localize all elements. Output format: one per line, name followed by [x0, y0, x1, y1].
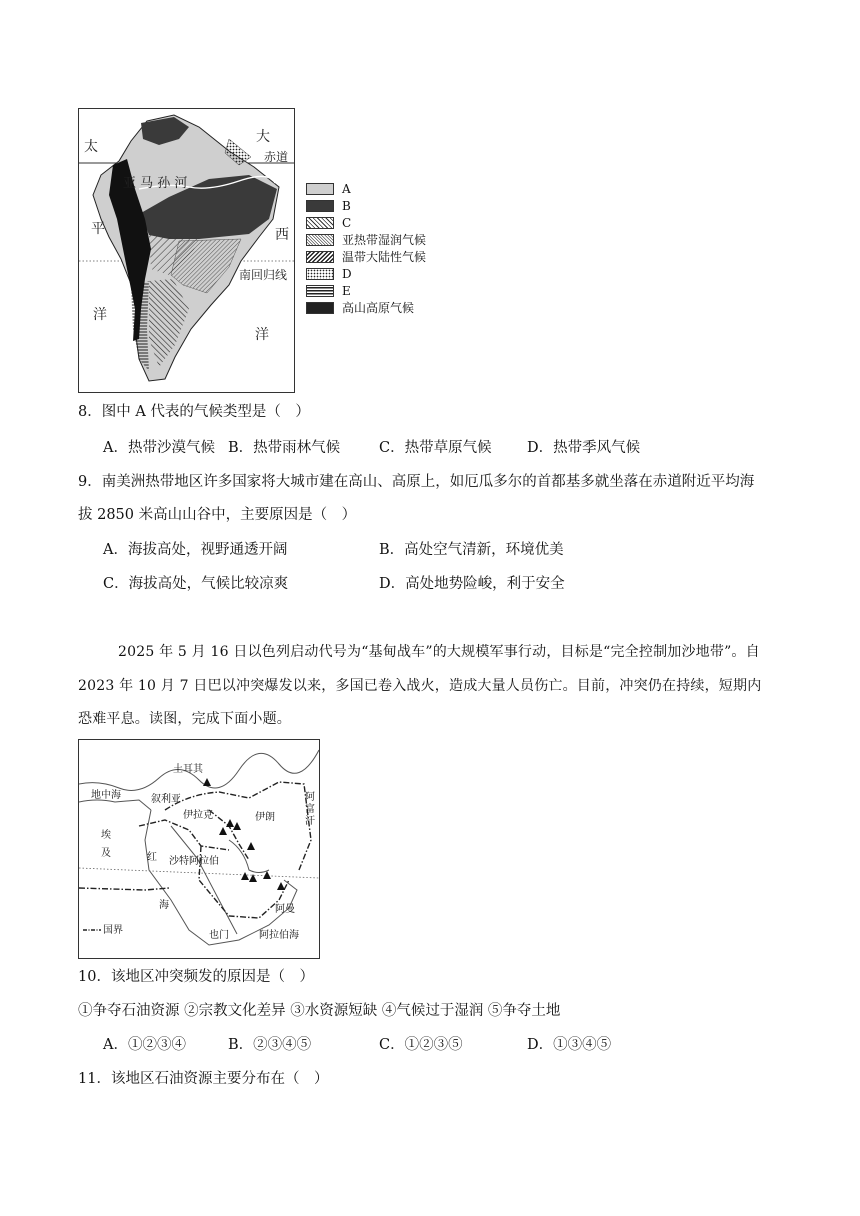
legend-row-highland [306, 299, 446, 316]
map2-label-afghan-3: 汗 [305, 816, 315, 827]
q10-option-a[interactable]: A．①②③④ [103, 1037, 186, 1053]
oil-field-markers [203, 778, 285, 890]
map2-label-egypt-2: 及 [101, 848, 111, 859]
legend-row-e [306, 282, 446, 299]
q9-option-d[interactable]: D．高处地势险峻，利于安全 [379, 576, 565, 592]
legend-swatch [306, 217, 334, 229]
map2-label-oman: 阿曼 [275, 904, 295, 915]
q10-option-d[interactable]: D．①③④⑤ [527, 1037, 612, 1053]
legend-swatch [306, 285, 334, 297]
q10-stem: 10．该地区冲突频发的原因是（ ） [78, 969, 314, 985]
legend-row-b [306, 197, 446, 214]
q11-stem: 11．该地区石油资源主要分布在（ ） [78, 1071, 329, 1087]
oil-icon [226, 819, 234, 827]
map2-label-arabian-sea: 阿拉伯海 [259, 930, 299, 941]
legend-swatch [306, 268, 334, 280]
q8-option-a[interactable]: A．热带沙漠气候 [103, 440, 215, 456]
middle-east-map [78, 739, 320, 959]
oil-icon [241, 872, 249, 880]
map1-label-yang-west: 洋 [93, 307, 107, 323]
passage-line2: 2023 年 10 月 7 日巴以冲突爆发以来，多国已卷入战火，造成大量人员伤亡。目前，冲突仍在持续，短期内 [78, 678, 762, 694]
map2-label-afghan-1: 阿 [305, 792, 315, 803]
map2-label-egypt-1: 埃 [101, 830, 111, 841]
legend-label: C [342, 215, 352, 230]
q9-stem-line2: 拔 2850 米高山山谷中，主要原因是（ ） [78, 507, 357, 523]
q8-option-c[interactable]: C．热带草原气候 [379, 440, 492, 456]
legend-label: 温带大陆性气候 [342, 250, 427, 264]
q8-stem: 8．图中 A 代表的气候类型是（ ） [78, 404, 310, 420]
map1-label-yang-east: 洋 [255, 327, 269, 343]
map2-label-syria: 叙利亚 [151, 794, 181, 805]
passage-line3: 恐难平息。读图，完成下面小题。 [78, 711, 291, 727]
map2-label-yemen: 也门 [209, 930, 229, 941]
oil-icon [249, 874, 257, 882]
map2-label-border: 国界 [103, 925, 123, 936]
south-america-climate-map [78, 108, 295, 393]
q8-option-d[interactable]: D．热带季风气候 [527, 440, 641, 456]
legend-row-c [306, 214, 446, 231]
legend-label: A [342, 181, 351, 196]
oil-icon [219, 827, 227, 835]
middle-east-map-svg [79, 740, 319, 958]
legend-row-d [306, 265, 446, 282]
legend-swatch [306, 183, 334, 195]
map1-label-da: 大 [256, 129, 270, 145]
map2-label-red-1: 红 [147, 852, 157, 863]
q9-option-b[interactable]: B．高处空气清新，环境优美 [379, 542, 564, 558]
legend-label: E [342, 283, 351, 298]
oil-icon [203, 778, 211, 786]
legend-label: 亚热带湿润气候 [342, 233, 427, 247]
q10-option-c[interactable]: C．①②③⑤ [379, 1037, 463, 1053]
map1-label-tropic: 南回归线 [239, 268, 288, 282]
south-america-map-svg [79, 109, 294, 392]
map1-label-amazon: 亚 马 孙 河 [123, 176, 188, 191]
legend-swatch [306, 234, 334, 246]
legend-label: B [342, 198, 351, 213]
oil-icon [233, 822, 241, 830]
legend-row-temperate [306, 248, 446, 265]
legend-row-a [306, 180, 446, 197]
legend-label: D [342, 266, 352, 281]
map2-label-red-2: 海 [159, 900, 169, 911]
legend-row-subtropical [306, 231, 446, 248]
q10-option-b[interactable]: B．②③④⑤ [228, 1037, 312, 1053]
map1-label-ping: 平 [91, 221, 105, 237]
map1-label-tai: 太 [84, 139, 98, 155]
map2-label-med: 地中海 [91, 790, 121, 801]
oil-icon [247, 842, 255, 850]
map2-label-saudi: 沙特阿拉伯 [169, 856, 219, 867]
legend-swatch [306, 302, 334, 314]
map2-label-turkey: 土耳其 [173, 764, 203, 775]
map1-label-equator: 赤道 [264, 150, 289, 164]
map1-label-xi: 西 [275, 227, 289, 243]
map2-label-afghan-2: 富 [305, 804, 315, 815]
legend-swatch [306, 200, 334, 212]
map2-label-iraq: 伊拉克 [183, 810, 213, 821]
q9-option-a[interactable]: A．海拔高处，视野通透开阔 [103, 542, 288, 558]
passage-line1: 2025 年 5 月 16 日以色列启动代号为“基甸战车”的大规模军事行动，目标是“完全控制加沙地带”。自 [118, 644, 760, 660]
map2-label-iran: 伊朗 [255, 812, 275, 823]
legend-label: 高山高原气候 [342, 301, 415, 315]
oil-icon [277, 882, 285, 890]
q9-option-c[interactable]: C．海拔高处，气候比较凉爽 [103, 576, 289, 592]
map1-legend [306, 180, 446, 316]
q10-items: ①争夺石油资源 ②宗教文化差异 ③水资源短缺 ④气候过于湿润 ⑤争夺土地 [78, 1003, 561, 1019]
q9-stem-line1: 9．南美洲热带地区许多国家将大城市建在高山、高原上，如厄瓜多尔的首都基多就坐落在赤道附近平均海 [78, 474, 755, 490]
legend-swatch [306, 251, 334, 263]
q8-option-b[interactable]: B．热带雨林气候 [228, 440, 341, 456]
